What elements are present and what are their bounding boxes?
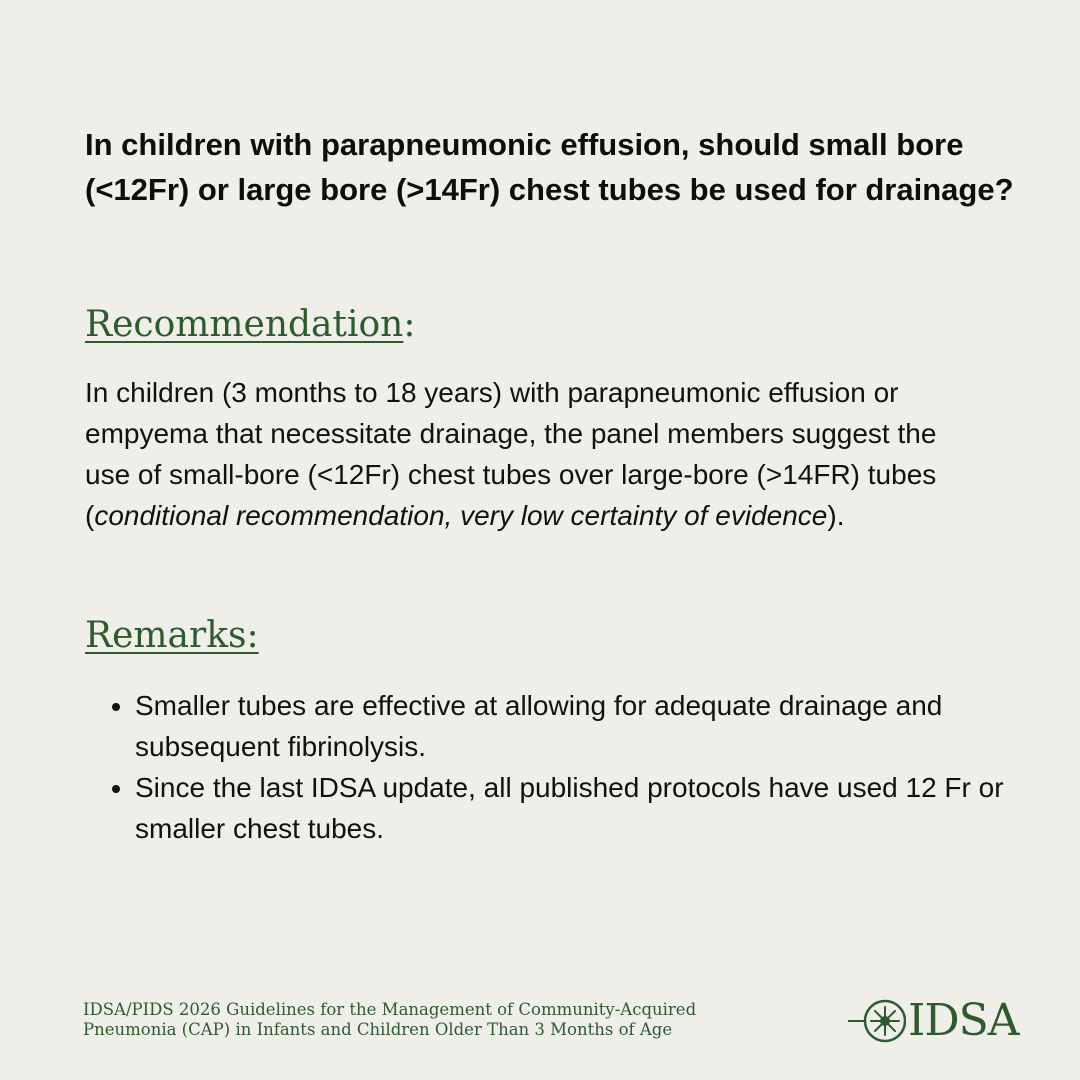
- idsa-logo: [848, 995, 1019, 1047]
- star-burst-icon: [848, 999, 906, 1043]
- remarks-item: • Smaller tubes are effective at allowing for adequate drainage and subsequent fibrinolysis.: [135, 685, 1055, 767]
- recommendation-heading-colon: :: [403, 304, 416, 345]
- recommendation-text-end: ).: [827, 500, 845, 531]
- remarks-heading: [85, 614, 259, 658]
- citation-line-2: Pneumonia (CAP) in Infants and Children Older Than 3 Months of Age: [83, 1020, 673, 1039]
- guideline-citation: [83, 1000, 823, 1040]
- remarks-item: • Since the last IDSA update, all published protocols have used 12 Fr or smaller chest tubes.: [135, 767, 1055, 849]
- remarks-heading-label: Remarks:: [85, 615, 259, 656]
- recommendation-strength: conditional recommendation, very low certainty of evidence: [94, 500, 828, 531]
- recommendation-heading-label: Recommendation: [85, 304, 404, 345]
- recommendation-heading: [85, 303, 416, 347]
- remarks-list: [105, 685, 1055, 849]
- question-heading: In children with parapneumonic effusion, should small bore (<12Fr) or large bore (>14Fr) chest tubes be used for drainage?: [85, 127, 1014, 207]
- logo-wordmark: IDSA: [908, 995, 1019, 1046]
- recommendation-body: [85, 372, 985, 536]
- recommendation-text: In children (3 months to 18 years) with parapneumonic effusion or empyema that necessitate drainage, the panel members suggest the use of small-bore (<12Fr) chest tubes over large-bore (>14FR) tubes (: [85, 377, 937, 531]
- citation-line-1: IDSA/PIDS 2026 Guidelines for the Management of Community-Acquired: [83, 1000, 697, 1019]
